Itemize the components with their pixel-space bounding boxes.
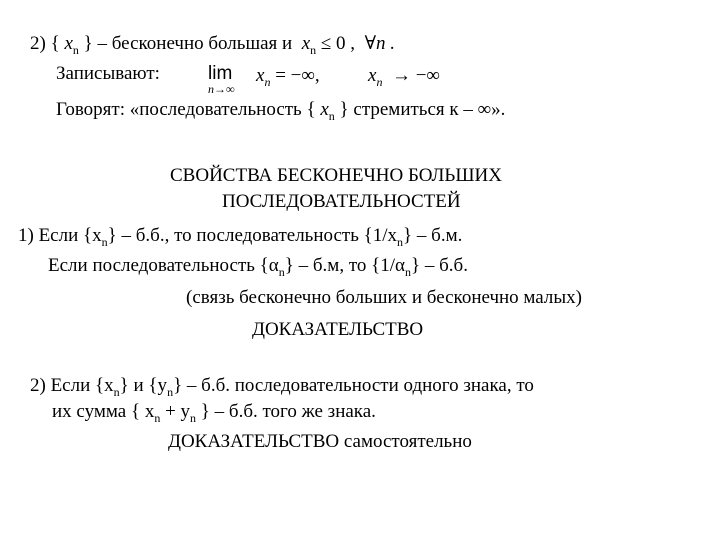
- lim-subscript: n→∞: [208, 82, 235, 96]
- property-2-line2: [52, 400, 376, 425]
- notation-label: Записывают:: [56, 63, 160, 84]
- var-x: x: [256, 65, 265, 86]
- item-number: 2): [30, 33, 46, 54]
- subscript-n: n: [190, 411, 197, 425]
- definition-line: [30, 32, 395, 57]
- brace-close: }: [83, 33, 93, 54]
- property-1-proof: ДОКАЗАТЕЛЬСТВО: [252, 319, 424, 340]
- subscript-n: n: [404, 265, 411, 279]
- definition-text: – бесконечно большая и: [97, 33, 293, 54]
- text: } – б.б., то последовательность {1/x: [107, 225, 398, 246]
- saying-prefix: Говорят: «последовательность {: [56, 99, 316, 120]
- property-1-note: (связь бесконечно больших и бесконечно малых): [186, 287, 582, 308]
- subscript-n: n: [113, 385, 120, 399]
- subscript-n: n: [278, 265, 285, 279]
- subscript-n: n: [328, 109, 335, 123]
- property-1-line1: [18, 224, 462, 249]
- brace-open: {: [50, 33, 60, 54]
- text: их сумма { x: [52, 401, 155, 422]
- text: 2) Если {x: [30, 375, 114, 396]
- text: Если последовательность {α: [48, 255, 279, 276]
- forall-clause: ∀n .: [364, 33, 396, 54]
- property-2-line1: [30, 374, 534, 399]
- lim-operator: lim: [208, 63, 233, 84]
- subscript-n: n: [264, 75, 271, 89]
- var-x: x: [64, 33, 73, 54]
- var-x: x: [320, 99, 329, 120]
- text: } – б.м.: [403, 225, 463, 246]
- text: } и {y: [119, 375, 168, 396]
- text: 1) Если {x: [18, 225, 102, 246]
- section-heading-line2: ПОСЛЕДОВАТЕЛЬНОСТЕЙ: [222, 191, 461, 212]
- saying-line: [56, 98, 505, 123]
- text: } – б.м, то {1/α: [284, 255, 405, 276]
- condition: ≤ 0 ,: [320, 33, 356, 54]
- subscript-n: n: [167, 385, 174, 399]
- property-1-line2: [48, 254, 468, 279]
- var-x: x: [301, 33, 311, 54]
- section-heading-line1: СВОЙСТВА БЕСКОНЕЧНО БОЛЬШИХ: [170, 165, 502, 186]
- equals-minus-infinity: = −∞,: [275, 65, 320, 86]
- subscript-n: n: [72, 43, 79, 57]
- text: } – б.б. того же знака.: [196, 401, 376, 422]
- subscript-n: n: [310, 43, 317, 57]
- arrow-notation: [368, 64, 440, 89]
- text: + y: [160, 401, 191, 422]
- text: } – б.б.: [410, 255, 468, 276]
- subscript-n: n: [397, 235, 404, 249]
- limit-rhs: [256, 64, 320, 89]
- subscript-n: n: [154, 411, 161, 425]
- arrow-minus-infinity: → −∞: [391, 65, 440, 86]
- subscript-n: n: [376, 75, 383, 89]
- subscript-n: n: [101, 235, 108, 249]
- text: } – б.б. последовательности одного знака, то: [173, 375, 534, 396]
- property-2-proof: ДОКАЗАТЕЛЬСТВО самостоятельно: [168, 431, 472, 452]
- var-x: x: [368, 65, 377, 86]
- saying-suffix: } стремиться к – ∞».: [339, 99, 506, 120]
